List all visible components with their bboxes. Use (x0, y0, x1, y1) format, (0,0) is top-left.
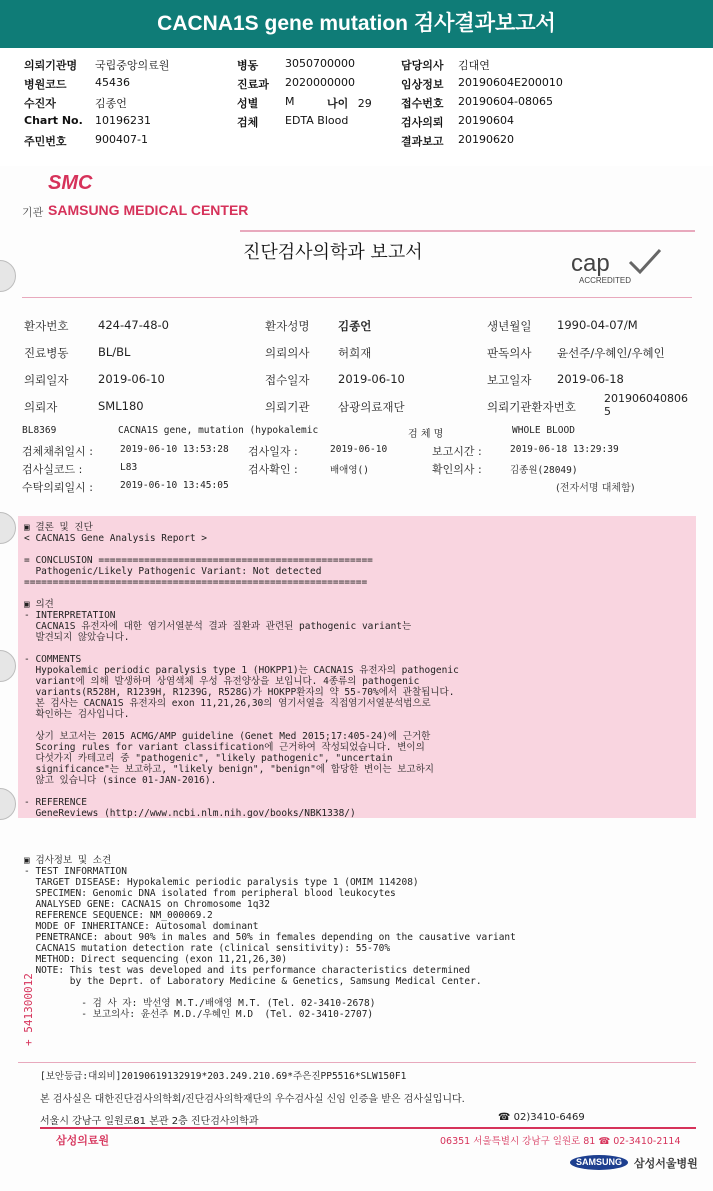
report-time-value: 2019-06-18 13:29:39 (510, 444, 619, 455)
age-field (327, 95, 372, 111)
certification-text: 본 검사실은 대한진단검사의학회/진단검사의학재단의 우수검사실 신임 인증을 받은 검사실입니다. (40, 1094, 465, 1105)
header-field-value: M (285, 95, 295, 108)
header-field-value: 국립중앙의료원 (95, 59, 170, 72)
report-text-line: GeneReviews (http://www.ncbi.nlm.nih.gov/books/NBK1338/) (24, 808, 356, 819)
report-text-line: CACNA1S 유전자에 대한 염기서열분석 결과 질환과 관련된 pathogenic variant는 (24, 621, 412, 632)
samsung-medical-center-logo: SAMSUNG MEDICAL CENTER (48, 202, 249, 218)
report-text-line: - 보고의사: 윤선주 M.D./우혜인 M.D (Tel. 02-3410-2707) (24, 1009, 374, 1020)
report-text-line: < CACNA1S Gene Analysis Report > (24, 533, 208, 544)
report-banner-title: CACNA1S gene mutation 검사결과보고서 (0, 0, 713, 48)
title-rule (240, 230, 695, 232)
header-field (401, 114, 514, 130)
patient-info-label: 의뢰의사 (265, 346, 310, 360)
header-field-label: 임상정보 (401, 78, 444, 91)
smc-logo: SMC (48, 172, 93, 194)
report-text-line: - INTERPRETATION (24, 610, 116, 621)
confirm-value: 배애영() (330, 465, 369, 476)
header-field-value: 2020000000 (285, 76, 355, 89)
room-value: L83 (120, 462, 138, 473)
report-text-line: - TEST INFORMATION (24, 866, 127, 877)
report-text-line: PENETRANCE: about 90% in males and 50% in females depending on the causative variant (24, 932, 516, 943)
patient-info-value: BL/BL (98, 345, 131, 359)
header-field-value: 20190604E200010 (458, 76, 563, 89)
punch-hole (0, 650, 16, 682)
patient-info-label: 환자번호 (24, 319, 69, 333)
patient-info-value: 1990-04-07/M (557, 318, 638, 332)
age-label: 나이 (327, 97, 349, 110)
punch-hole (0, 512, 16, 544)
header-field-label: 담당의사 (401, 59, 444, 72)
footer-hospital-name: 삼성의료원 (56, 1134, 110, 1147)
report-text-line: 본 검사는 CACNA1S 유전자의 exon 11,21,26,30의 염기서열을 직접염기서열분석법으로 (24, 698, 431, 709)
patient-info-label: 생년월일 (487, 319, 532, 333)
header-field-label: 주민번호 (24, 135, 67, 148)
punch-hole (0, 788, 16, 820)
header-field-label: 의뢰기관명 (24, 59, 78, 72)
report-text-line: significance"는 보고하고, "likely benign", "benign"에 합당한 변이는 보고하지 (24, 764, 434, 775)
patient-info-label: 판독의사 (487, 346, 532, 360)
patient-info-value: 2019-06-18 (557, 372, 624, 386)
security-line: [보안등급:대외비]20190619132919*203.249.210.69*주은진PP5516*SLW150F1 (40, 1071, 407, 1082)
report-text-line: by the Deprt. of Laboratory Medicine & Genetics, Samsung Medical Center. (24, 976, 482, 987)
scanned-report (0, 166, 713, 1191)
report-text-line: 확인하는 검사입니다. (24, 709, 130, 720)
header-field-label: 검사의뢰 (401, 116, 444, 129)
specimen-value: WHOLE BLOOD (512, 425, 575, 436)
header-field-label: 진료과 (237, 78, 269, 91)
report-text-line: METHOD: Direct sequencing (exon 11,21,26,30) (24, 954, 288, 965)
report-text-line: Pathogenic/Likely Pathogenic Variant: Not detected (24, 566, 322, 577)
header-field (24, 133, 148, 149)
patient-info-value: 2019-06-10 (98, 372, 165, 386)
patient-info-label: 의뢰기관환자번호 (487, 400, 576, 414)
header-field (237, 114, 349, 130)
footer-rule (40, 1127, 696, 1129)
patient-info-value: 삼광의료재단 (338, 400, 405, 414)
confirm-doctor-value: 김종원(28049) (510, 465, 578, 476)
header-field-value: 20190604 (458, 114, 514, 127)
header-field (24, 114, 151, 127)
header-field-value: 900407-1 (95, 133, 148, 146)
specimen-label: 검 체 명 (408, 429, 444, 440)
patient-info-label: 접수일자 (265, 373, 310, 387)
patient-info-value: 424-47-48-0 (98, 318, 169, 332)
report-text-line: = CONCLUSION ================================================ (24, 555, 373, 566)
report-text-line: TARGET DISEASE: Hypokalemic periodic paralysis type 1 (OMIM 114208) (24, 877, 419, 888)
header-field (401, 57, 490, 73)
header-field (237, 95, 295, 111)
report-text-line: 다섯가지 카테고리 중 "pathogenic", "likely pathogenic", "uncertain (24, 753, 393, 764)
test-date-label: 검사일자 : (248, 445, 298, 458)
test-code: BL8369 (22, 425, 57, 436)
patient-info-label: 의뢰기관 (265, 400, 310, 414)
report-text-line: - REFERENCE (24, 797, 87, 808)
report-text-line: 상기 보고서는 2015 ACMG/AMP guideline (Genet Med 2015;17:405-24)에 근거한 (24, 731, 431, 742)
report-text-line: 발견되지 않았습니다. (24, 632, 130, 643)
cap-logo: cap (571, 250, 610, 277)
header-field (24, 57, 170, 73)
test-date-value: 2019-06-10 (330, 444, 388, 455)
cap-check-icon (626, 246, 662, 276)
patient-info-value: 윤선주/우혜인/우혜인 (557, 346, 665, 360)
request-header (0, 48, 713, 167)
report-text-line: CACNA1S mutation detection rate (clinical sensitivity): 55-70% (24, 943, 391, 954)
test-name: CACNA1S gene, mutation (hypokalemic (118, 425, 319, 436)
confirm-doctor-label: 확인의사 : (432, 463, 482, 476)
report-text-line (24, 720, 459, 731)
header-field-label: 병원코드 (24, 78, 67, 91)
report-text-line: ▣ 의견 (24, 599, 54, 610)
report-title: 진단검사의학과 보고서 (243, 242, 423, 263)
report-text-line: - 검 사 자: 박선영 M.T./배애영 M.T. (Tel. 02-3410-2678) (24, 998, 376, 1009)
samsung-logo: SAMSUNG (570, 1155, 628, 1170)
header-field (237, 76, 355, 92)
header-field (237, 57, 355, 73)
patient-info-label: 진료병동 (24, 346, 69, 360)
header-field-label: 검체 (237, 116, 259, 129)
report-text-line: ANALYSED GENE: CACNA1S on Chromosome 1q32 (24, 899, 270, 910)
report-text-line: NOTE: This test was developed and its performance characteristics determined (24, 965, 471, 976)
report-text-line: MODE OF INHERITANCE: Autosomal dominant (24, 921, 259, 932)
header-field-value: 김종언 (95, 97, 127, 110)
report-text-line: ============================================================ (24, 577, 368, 588)
header-field (401, 133, 514, 149)
punch-hole (0, 260, 16, 292)
org-prefix: 기관 (22, 206, 44, 219)
report-time-label: 보고시간 : (432, 445, 482, 458)
report-text-line (24, 786, 459, 797)
room-label: 검사실코드 : (22, 463, 83, 476)
patient-info-label: 의뢰자 (24, 400, 58, 414)
conclusion-text (24, 522, 459, 819)
header-field-value: 45436 (95, 76, 130, 89)
samsung-hospital-name: 삼성서울병원 (634, 1157, 698, 1170)
collect-value: 2019-06-10 13:53:28 (120, 444, 229, 455)
cap-accredited: ACCREDITED (579, 276, 632, 285)
header-field-label: 수진자 (24, 97, 56, 110)
report-text-line: Hypokalemic periodic paralysis type 1 (HOKPP1)는 CACNA1S 유전자의 pathogenic (24, 665, 459, 676)
confirm-label: 검사확인 : (248, 463, 298, 476)
header-field-value: 20190620 (458, 133, 514, 146)
test-information-text (24, 855, 516, 1020)
header-field-value: EDTA Blood (285, 114, 349, 127)
accept-value: 2019-06-10 13:45:05 (120, 480, 229, 491)
header-field-value: 10196231 (95, 114, 151, 127)
age-value: 29 (357, 97, 372, 110)
side-barcode-number: + 541300012 (22, 973, 35, 1046)
patient-info-value: 2019-06-10 (338, 372, 405, 386)
esign-note: (전자서명 대체함) (556, 483, 635, 494)
report-text-line (24, 643, 459, 654)
report-text-line: variant에 의해 발생하며 상염색체 우성 유전양상을 보입니다. 4종류의 pathogenic (24, 676, 420, 687)
header-field (401, 95, 553, 111)
header-field-label: 접수번호 (401, 97, 444, 110)
report-text-line: variants(R528H, R1239H, R1239G, R528G)가 HOKPP환자의 약 55-70%에서 관찰됩니다. (24, 687, 455, 698)
report-text-line (24, 544, 459, 555)
report-text-line: 않고 있습니다 (since 01-JAN-2016). (24, 775, 217, 786)
report-text-line: - COMMENTS (24, 654, 82, 665)
report-text-line: ▣ 검사정보 및 소견 (24, 855, 112, 866)
patient-info-value: SML180 (98, 399, 144, 413)
patient-info-value: 허희재 (338, 346, 372, 360)
info-rule (22, 297, 692, 298)
report-text-line (24, 987, 516, 998)
report-text-line: SPECIMEN: Genomic DNA isolated from peripheral blood leukocytes (24, 888, 396, 899)
patient-info-label: 보고일자 (487, 373, 532, 387)
header-field-label: Chart No. (24, 114, 83, 127)
report-text-line: Scoring rules for variant classification에 근거하여 작성되었습니다. 변이의 (24, 742, 425, 753)
patient-info-label: 의뢰일자 (24, 373, 69, 387)
patient-info-label: 환자성명 (265, 319, 310, 333)
header-field-value: 김대연 (458, 59, 490, 72)
header-field (24, 76, 130, 92)
patient-info-value: 김종언 (338, 319, 372, 333)
lab-telephone: ☎ 02)3410-6469 (498, 1112, 585, 1123)
report-text-line (24, 588, 459, 599)
report-text-line: REFERENCE SEQUENCE: NM_000069.2 (24, 910, 213, 921)
header-field (24, 95, 127, 111)
header-field (401, 76, 563, 92)
patient-info-value: 201906040806 5 (604, 392, 688, 418)
lab-address: 서울시 강남구 일원로81 본관 2층 진단검사의학과 (40, 1116, 259, 1127)
footer-address: 06351 서울특별시 강남구 일원로 81 ☎ 02-3410-2114 (440, 1136, 681, 1147)
bottom-rule (18, 1062, 696, 1063)
report-text-line: ▣ 결론 및 진단 (24, 522, 93, 533)
header-field-value: 20190604-08065 (458, 95, 553, 108)
header-field-label: 결과보고 (401, 135, 444, 148)
collect-label: 검체채취일시 : (22, 445, 93, 458)
accept-label: 수탁의뢰일시 : (22, 481, 93, 494)
header-field-label: 병동 (237, 59, 259, 72)
header-field-value: 3050700000 (285, 57, 355, 70)
header-field-label: 성별 (237, 97, 259, 110)
